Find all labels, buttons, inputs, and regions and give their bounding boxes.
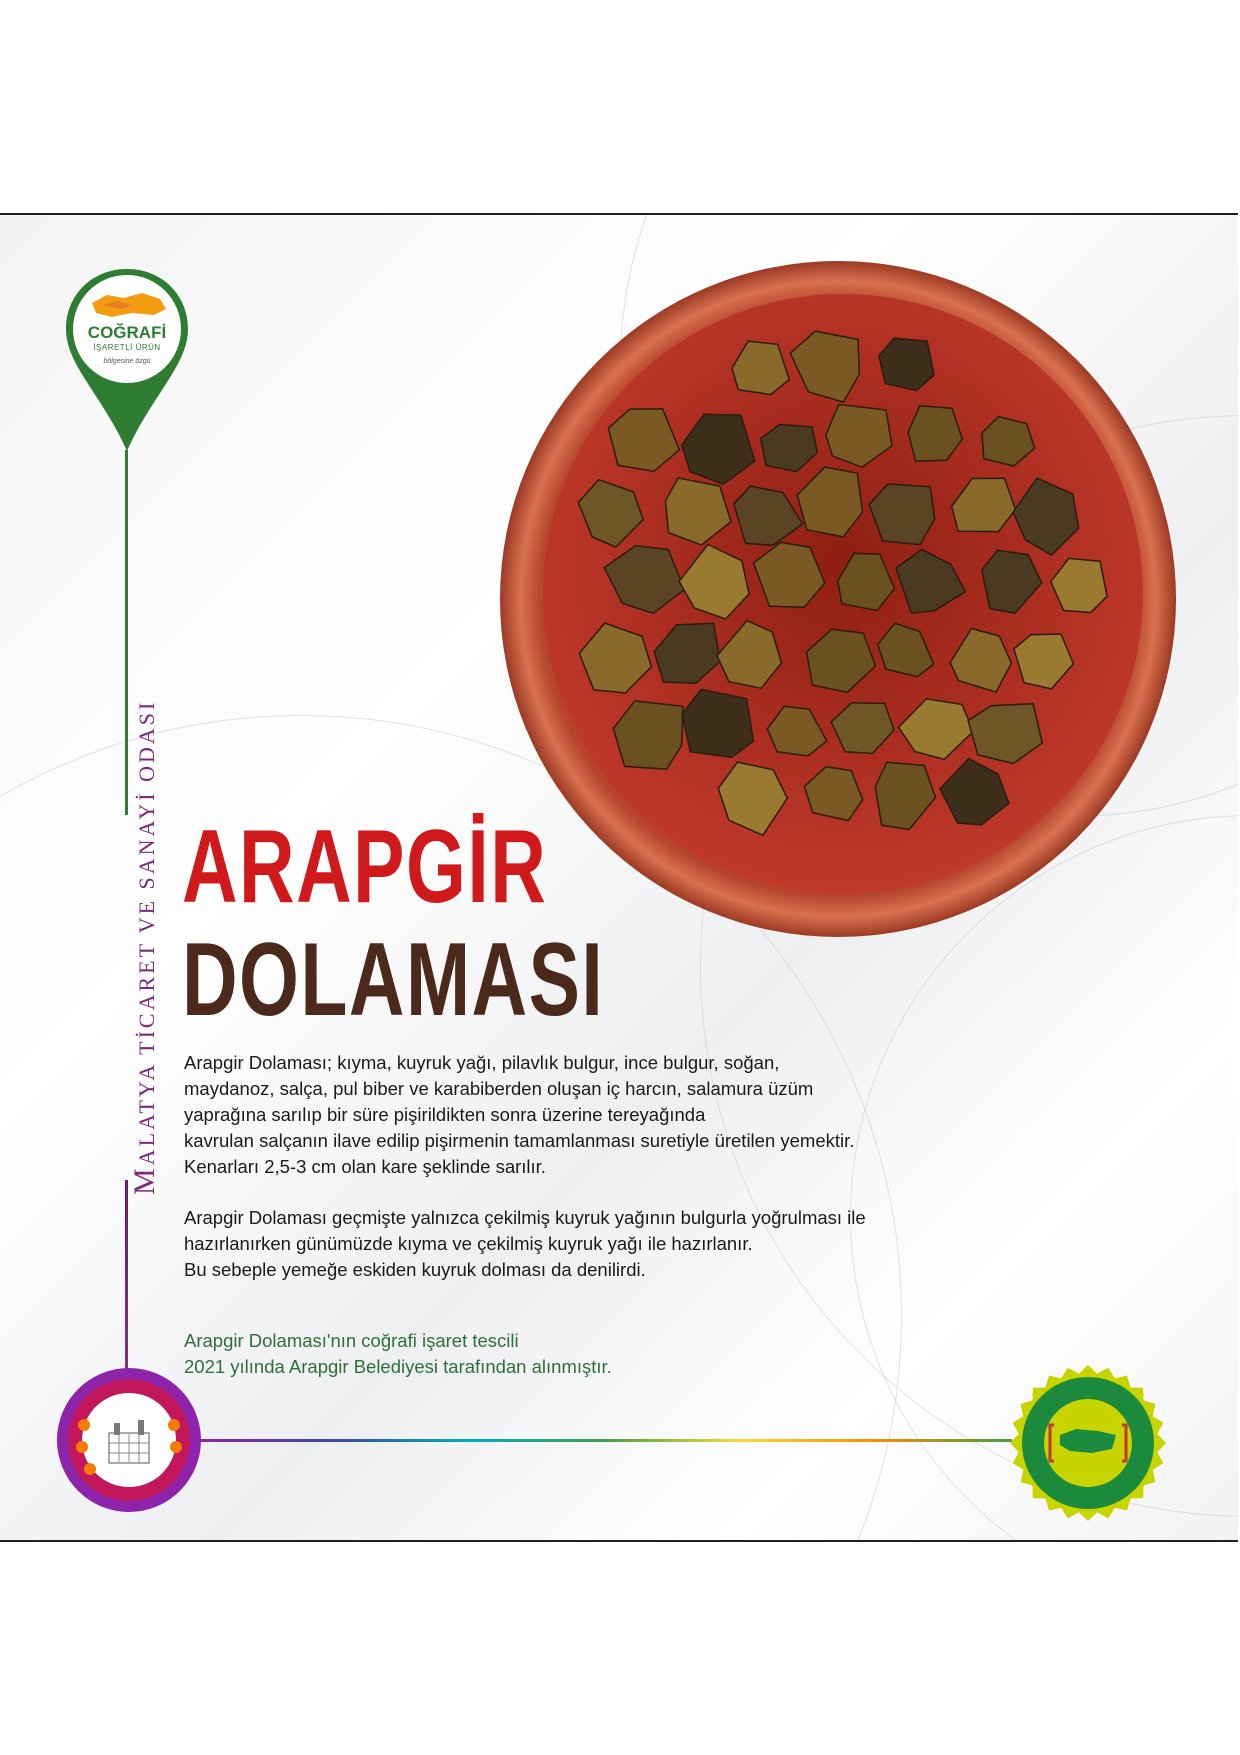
vertical-title-rest: ALATYA TİCARET VE SANAYİ ODASI xyxy=(134,699,159,1166)
paragraph-line: Kenarları 2,5-3 cm olan kare şeklinde sarılır. xyxy=(184,1156,546,1177)
paragraph-line: yaprağına sarılıp bir süre pişirildikten sonra üzerine tereyağında xyxy=(184,1104,706,1125)
paragraph-line: Bu sebeple yemeğe eskiden kuyruk dolması da denilirdi. xyxy=(184,1259,646,1280)
heading-line2: DOLAMASI xyxy=(182,922,605,1038)
paragraph-line: maydanoz, salça, pul biber ve karabiberden oluşan iç harcın, salamura üzüm xyxy=(184,1078,814,1099)
description-paragraph-2 xyxy=(184,1205,1084,1283)
gi-seal-icon xyxy=(1008,1363,1168,1523)
chamber-seal-icon xyxy=(54,1365,204,1515)
registration-note xyxy=(184,1328,612,1380)
cografi-isaret-seal xyxy=(1008,1363,1168,1523)
dolma-bowl-image xyxy=(498,259,1178,939)
dolma-piece xyxy=(682,689,754,757)
pin-logo-subtitle: İŞARETLİ ÜRÜN xyxy=(93,343,161,352)
pin-logo-tagline: bölgesine özgü xyxy=(103,358,151,365)
poster xyxy=(0,213,1238,1542)
heading-line1: ARAPGİR xyxy=(182,809,548,925)
paragraph-line: kavrulan salçanın ilave edilip pişirmenin tamamlanması suretiyle üretilen yemektir. xyxy=(184,1130,855,1151)
malatya-chamber-logo xyxy=(54,1365,204,1515)
vertical-chamber-title xyxy=(128,700,162,1195)
paragraph-line: Arapgir Dolaması; kıyma, kuyruk yağı, pilavlık bulgur, ince bulgur, soğan, xyxy=(184,1052,780,1073)
note-line: 2021 yılında Arapgir Belediyesi tarafından alınmıştır. xyxy=(184,1356,612,1377)
paragraph-line: Arapgir Dolaması geçmişte yalnızca çekilmiş kuyruk yağının bulgurla yoğrulması ile xyxy=(184,1207,866,1228)
cografi-isaret-pin-logo xyxy=(62,265,192,455)
note-line: Arapgir Dolaması'nın coğrafi işaret tescili xyxy=(184,1330,519,1351)
pin-logo-title: COĞRAFİ xyxy=(87,323,167,342)
dolma-piece xyxy=(879,338,934,390)
rainbow-divider-line xyxy=(200,1439,1012,1442)
vertical-title-initial: M xyxy=(128,1165,161,1195)
description-paragraph-1 xyxy=(184,1050,1084,1180)
paragraph-line: hazırlanırken günümüzde kıyma ve çekilmiş kuyruk yağı ile hazırlanır. xyxy=(184,1233,753,1254)
